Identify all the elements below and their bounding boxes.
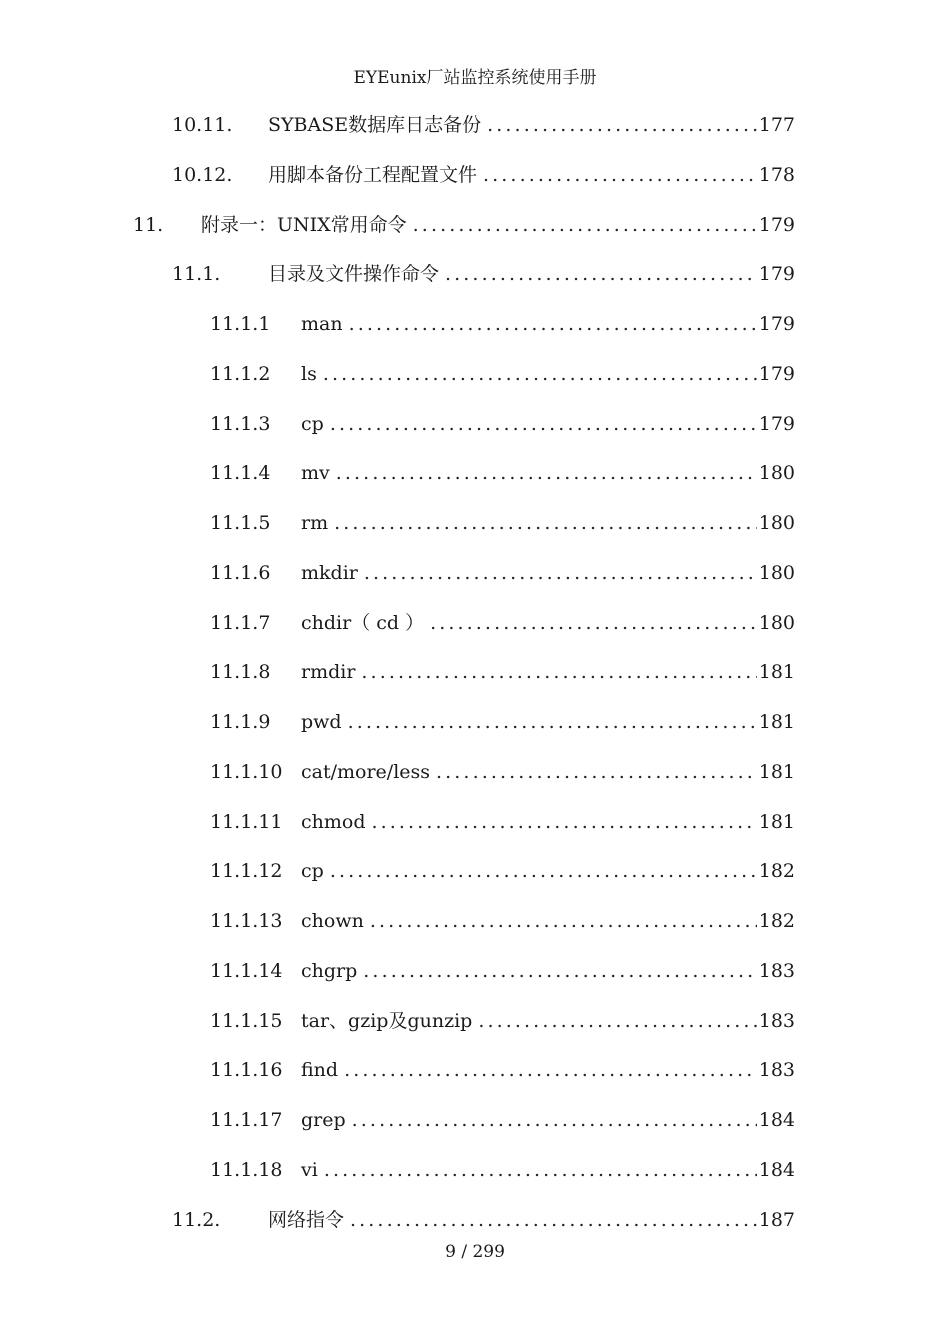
toc-entry[interactable] [0,1007,950,1035]
toc-entry-number: 11.1.7 [210,612,271,634]
toc-entry[interactable] [0,211,950,239]
dot-leader [436,758,757,786]
dot-leader [372,808,757,836]
dot-leader [364,559,757,587]
toc-entry-body [301,509,795,537]
page-header: EYEunix厂站监控系统使用手册 [353,68,597,88]
toc-entry-page: 180 [758,612,795,634]
toc-entry-title: ls [301,363,317,385]
toc-entry-number: 11.1.4 [210,462,271,484]
toc-entry[interactable] [0,360,950,388]
dot-leader [430,609,757,637]
toc-entry[interactable] [0,808,950,836]
toc-entry[interactable] [0,758,950,786]
toc-entry-body [268,111,795,139]
toc-entry-body [301,609,795,637]
toc-entry-page: 183 [758,960,795,982]
toc-entry-page: 179 [758,214,795,236]
toc-entry-number: 11.1.13 [210,910,283,932]
toc-entry-title: 用脚本备份工程配置文件 [268,164,478,186]
toc-entry-page: 177 [758,114,795,136]
dot-leader [363,957,756,985]
toc-entry-number: 10.11. [172,114,233,136]
toc-entry-page: 179 [758,263,795,285]
toc-entry[interactable] [0,1156,950,1184]
toc-entry-title: grep [301,1109,346,1131]
toc-entry-body [268,260,795,288]
toc-entry[interactable] [0,907,950,935]
toc-entry-page: 184 [758,1109,795,1131]
toc-entry-page: 183 [758,1059,795,1081]
toc-entry-title: mv [301,462,330,484]
toc-entry-body [268,1206,795,1234]
toc-entry[interactable] [0,509,950,537]
toc-entry-body [301,1106,795,1134]
toc-entry[interactable] [0,161,950,189]
toc-entry-page: 179 [758,363,795,385]
dot-leader [445,260,757,288]
toc-entry-number: 11.1.18 [210,1159,283,1181]
dot-leader [350,1206,757,1234]
toc-entry-title: chmod [301,811,366,833]
dot-leader [487,111,757,139]
toc-entry-number: 11.1.6 [210,562,271,584]
dot-leader [344,1056,757,1084]
toc-entry-title: rmdir [301,661,356,683]
toc-entry-body [301,410,795,438]
toc-entry-title: 网络指令 [268,1209,345,1231]
toc-entry[interactable] [0,459,950,487]
dot-leader [352,1106,757,1134]
toc-entry-title: vi [301,1159,318,1181]
dot-leader [478,1007,756,1035]
dot-leader [330,857,757,885]
dot-leader [336,459,757,487]
toc-entry-title: tar、gzip及gunzip [301,1010,473,1032]
toc-entry-page: 181 [758,811,795,833]
dot-leader [323,360,757,388]
toc-entry-number: 11.1.11 [210,811,283,833]
toc-entry-body [301,857,795,885]
toc-entry-number: 11.1. [172,263,221,285]
dot-leader [349,310,757,338]
toc-entry-number: 11.1.9 [210,711,271,733]
toc-entry-body [301,658,795,686]
toc-entry-body [301,1056,795,1084]
dot-leader [330,410,757,438]
toc-entry-body [301,1007,795,1035]
toc-entry[interactable] [0,1056,950,1084]
toc-entry-title: pwd [301,711,342,733]
toc-entry-page: 179 [758,313,795,335]
toc-entry-body [301,459,795,487]
dot-leader [483,161,757,189]
toc-entry-title: rm [301,512,329,534]
toc-entry-title: SYBASE数据库日志备份 [268,114,482,136]
toc-entry-page: 182 [758,910,795,932]
toc-entry-body [201,211,795,239]
toc-entry-page: 183 [758,1010,795,1032]
dot-leader [413,211,757,239]
toc-entry-page: 181 [758,761,795,783]
toc-entry-number: 11.1.12 [210,860,283,882]
toc-entry-title: chown [301,910,364,932]
toc-entry-page: 181 [758,711,795,733]
dot-leader [324,1156,757,1184]
toc-entry-number: 11.1.5 [210,512,271,534]
dot-leader [348,708,757,736]
toc-entry-number: 11.1.1 [210,313,271,335]
toc-entry-number: 11.1.2 [210,363,271,385]
toc-entry[interactable] [0,1206,950,1234]
toc-entry-title: find [301,1059,339,1081]
toc-entry-title: 附录一：UNIX常用命令 [201,214,407,236]
toc-entry[interactable] [0,609,950,637]
toc-entry-body [268,161,795,189]
toc-entry-page: 181 [758,661,795,683]
toc-entry-number: 11. [133,214,164,236]
toc-entry-title: cp [301,860,324,882]
toc-entry-title: cat/more/less [301,761,431,783]
toc-entry-body [301,559,795,587]
toc-entry-title: 目录及文件操作命令 [268,263,440,285]
toc-entry-body [301,758,795,786]
toc-entry[interactable] [0,111,950,139]
toc-entry[interactable] [0,957,950,985]
toc-entry[interactable] [0,857,950,885]
toc-entry-number: 11.1.3 [210,413,271,435]
dot-leader [370,907,757,935]
toc-entry-number: 11.1.15 [210,1010,283,1032]
toc-entry-page: 187 [758,1209,795,1231]
toc-entry[interactable] [0,1106,950,1134]
toc-entry-number: 11.2. [172,1209,221,1231]
toc-entry-title: chdir（ cd ） [301,612,425,634]
toc-entry[interactable] [0,708,950,736]
toc-entry-body [301,1156,795,1184]
toc-entry[interactable] [0,658,950,686]
toc-entry-number: 10.12. [172,164,233,186]
toc-entry-title: cp [301,413,324,435]
toc-entry-page: 178 [758,164,795,186]
toc-entry-title: mkdir [301,562,358,584]
toc-entry-body [301,957,795,985]
dot-leader [334,509,757,537]
toc-entry-page: 180 [758,562,795,584]
toc-entry-number: 11.1.10 [210,761,283,783]
toc-entry-page: 184 [758,1159,795,1181]
page-number: 9 / 299 [445,1242,505,1262]
toc-entry-number: 11.1.14 [210,960,283,982]
toc-entry-page: 182 [758,860,795,882]
toc-entry[interactable] [0,410,950,438]
toc-entry-page: 179 [758,413,795,435]
toc-entry-page: 180 [758,462,795,484]
dot-leader [361,658,756,686]
toc-entry-title: man [301,313,343,335]
toc-entry-number: 11.1.17 [210,1109,283,1131]
toc-entry-body [301,310,795,338]
toc-entry-body [301,907,795,935]
toc-entry-body [301,808,795,836]
toc-entry-number: 11.1.16 [210,1059,283,1081]
toc-entry[interactable] [0,260,950,288]
toc-entry-page: 180 [758,512,795,534]
toc-entry[interactable] [0,310,950,338]
toc-entry-body [301,708,795,736]
toc-entry-number: 11.1.8 [210,661,271,683]
toc-entry-body [301,360,795,388]
toc-entry-title: chgrp [301,960,358,982]
toc-entry[interactable] [0,559,950,587]
